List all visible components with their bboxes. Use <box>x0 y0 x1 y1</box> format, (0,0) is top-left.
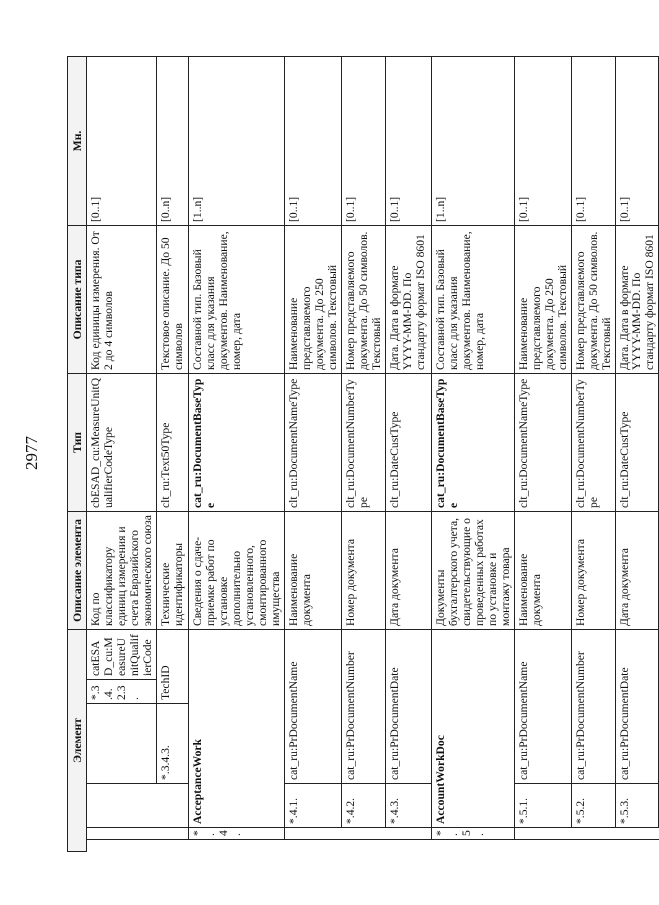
header-mult: Мн. <box>68 56 87 225</box>
row-name: cat_ru:PrDocumentNumber <box>571 629 615 783</box>
row-name: AcceptanceWork <box>188 629 284 827</box>
row-desc: Номер документа <box>341 511 385 629</box>
table-row <box>156 11 188 851</box>
row-type: clt_ru:DocumentNameType <box>514 373 571 511</box>
table-row <box>615 11 659 851</box>
row-number: *.5.2. <box>571 784 615 828</box>
header-element-desc: Описание элемента <box>68 511 87 629</box>
row-desc: Наименование документа <box>284 511 341 629</box>
row-mult: [0..1] <box>341 56 385 225</box>
header-spacer <box>68 11 87 56</box>
rotated-table-wrapper <box>67 12 657 852</box>
header-row <box>68 11 87 851</box>
row-type: clt_ru:Text50Type <box>156 373 188 511</box>
row-desc: Наименование документа <box>514 511 571 629</box>
row-mult: [0..1] <box>514 56 571 225</box>
row-name: AccountWorkDoc <box>431 629 514 827</box>
row-type-desc: Номер представляемого документа. До 50 символов. Текстовый <box>571 225 615 373</box>
row-type: clt_ru:DocumentNumberType <box>341 373 385 511</box>
table-row <box>284 11 341 851</box>
row-type-desc: Код единицы измерения. От 2 до 4 символов <box>87 225 157 373</box>
header-type-desc: Описание типа <box>68 225 87 373</box>
row-desc: Сведения о сдаче-приемке работ по установке дополнительно установленного, смонтированного имущества <box>188 511 284 629</box>
table-row <box>341 11 385 851</box>
row-number: *.3.4.2.3. <box>87 680 157 704</box>
row-desc: Технические идентификаторы <box>156 511 188 629</box>
header-type: Тип <box>68 373 87 511</box>
row-number: *.3.4.3. <box>156 704 188 784</box>
row-mult: [0..1] <box>284 56 341 225</box>
row-number: *.4.3. <box>385 784 431 828</box>
row-number: *.4.1. <box>284 784 341 828</box>
row-name: cat_ru:PrDocumentName <box>514 629 571 783</box>
row-type-desc: Дата. Дата в формате YYYY-MM-DD. По стандарту формат ISO 8601 <box>385 225 431 373</box>
row-mult: [0..n] <box>156 56 188 225</box>
table-row <box>514 11 571 851</box>
indent-stub <box>87 784 157 828</box>
row-number: *.5.1. <box>514 784 571 828</box>
row-type: clt_ru:DateCustType <box>385 373 431 511</box>
row-mult: [1..n] <box>188 56 284 225</box>
row-type: clt_ru:DateCustType <box>615 373 659 511</box>
row-type-desc: Составной тип. Базовый класс для указания документов. Наименование, номер, дата <box>431 225 514 373</box>
row-type-desc: Наименование представляемого документа. До 250 символов. Текстовый <box>284 225 341 373</box>
table-row <box>385 11 431 851</box>
row-type-desc: Номер представляемого документа. До 50 символов. Текстовый <box>341 225 385 373</box>
row-mult: [0..1] <box>385 56 431 225</box>
row-type: clt_ru:DocumentNumberType <box>571 373 615 511</box>
row-number: *.4.2. <box>341 784 385 828</box>
row-name: cat_ru:PrDocumentNumber <box>341 629 385 783</box>
page-number: 2977 <box>22 436 41 470</box>
row-mult: [1..n] <box>431 56 514 225</box>
row-desc: Дата документа <box>615 511 659 629</box>
indent-stub <box>87 828 157 840</box>
row-desc: Номер документа <box>571 511 615 629</box>
row-type: cbESAD_cu:MeasureUnitQualifierCodeType <box>87 373 157 511</box>
row-mult: [0..1] <box>615 56 659 225</box>
row-type: cat_ru:DocumentBaseType <box>431 373 514 511</box>
indent-stub <box>87 704 157 784</box>
row-mult: [0..1] <box>87 56 157 225</box>
row-number: *.5.3. <box>615 784 659 828</box>
row-name: cat_ru:PrDocumentDate <box>615 629 659 783</box>
table-row <box>571 11 615 851</box>
row-type-desc: Наименование представляемого документа. До 250 символов. Текстовый <box>514 225 571 373</box>
row-type-desc: Составной тип. Базовый класс для указания документов. Наименование, номер, дата <box>188 225 284 373</box>
row-mult: [0..1] <box>571 56 615 225</box>
row-type: cat_ru:DocumentBaseType <box>188 373 284 511</box>
row-number: *.5. <box>431 828 514 840</box>
row-desc: Дата документа <box>385 511 431 629</box>
row-name: cat_ru:PrDocumentDate <box>385 629 431 783</box>
row-desc: Код по классификатору единиц измерения и счета Евразийского экономического союза <box>87 511 157 629</box>
table-row <box>188 11 284 851</box>
row-name: cat_ru:PrDocumentName <box>284 629 341 783</box>
header-element: Элемент <box>68 629 87 851</box>
indent-cell <box>87 840 157 852</box>
row-name: catESAD_cu:MeasureUnitQualifierCode <box>87 629 157 679</box>
spec-table <box>67 11 659 852</box>
row-type: clt_ru:DocumentNameType <box>284 373 341 511</box>
table-row <box>87 11 157 851</box>
row-number: *.4. <box>188 828 284 840</box>
table-row <box>431 11 514 851</box>
row-type-desc: Текстовое описание. До 50 символов <box>156 225 188 373</box>
row-type-desc: Дата. Дата в формате YYYY-MM-DD. По стандарту формат ISO 8601 <box>615 225 659 373</box>
row-desc: Документы бухгалтерского учета, свидетельствующие о проведенных работах по установке и монтажу товара <box>431 511 514 629</box>
row-name: TechID <box>156 629 188 703</box>
